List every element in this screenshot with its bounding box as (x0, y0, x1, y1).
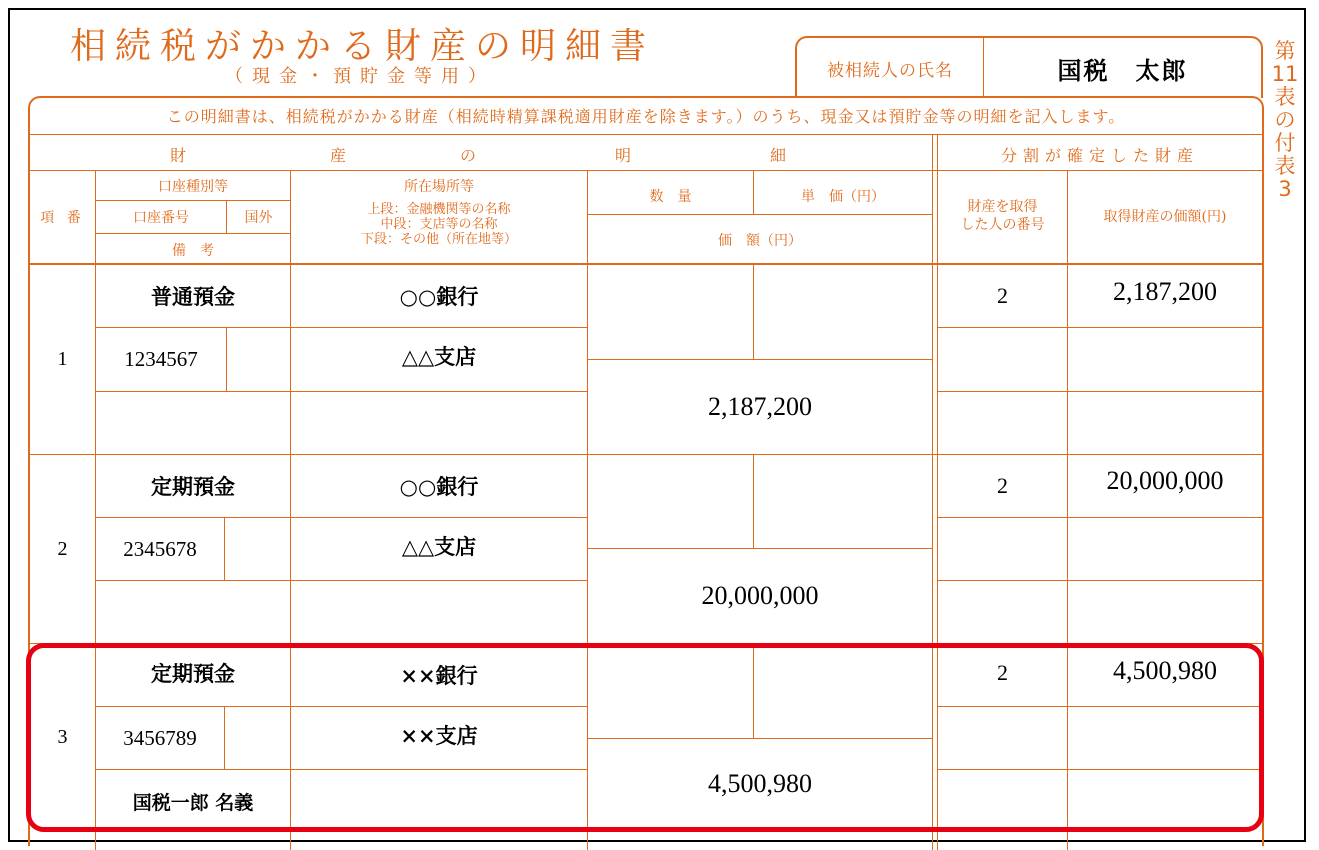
row3-remarks[interactable]: 国税一郎 名義 (132, 791, 254, 814)
instruction-note: この明細書は、相続税がかかる財産（相続時精算課税適用財産を除きます。）のうち、現金又は預貯金等の明細を記入します。 (166, 107, 1126, 126)
col-group-char: 明 (615, 146, 632, 165)
col-location-desc (291, 202, 587, 247)
table-rule (30, 170, 1262, 171)
row2-remarks[interactable] (96, 581, 290, 643)
row3-value[interactable]: 4,500,980 (708, 769, 812, 798)
col-location-title: 所在場所等 (404, 179, 474, 195)
col-location-line: 上段：金融機関等の名称 (367, 202, 511, 217)
col-quantity: 数 量 (649, 189, 692, 205)
col-unit-price: 単 価（円） (801, 189, 885, 205)
row3-account-no[interactable]: 3456789 (123, 725, 197, 750)
table-rule (753, 454, 754, 548)
table-rule (937, 391, 1262, 392)
col-group-char: 財 (170, 146, 187, 165)
row1-acquired-value[interactable]: 2,187,200 (1113, 277, 1217, 306)
col-account-no: 口座番号 (133, 210, 189, 226)
row1-bank[interactable]: ○○銀行 (399, 283, 479, 309)
row1-account-type[interactable]: 普通預金 (151, 283, 235, 309)
side-title-char: 11 (1271, 62, 1299, 86)
col-acquired-value: 取得財産の価額(円) (1103, 209, 1227, 225)
col-group-distributed: 分割が確定した財産 (1000, 146, 1199, 165)
col-item-no: 項 番 (40, 210, 85, 226)
table-rule (937, 580, 1262, 581)
row2-account-no[interactable]: 2345678 (123, 536, 197, 561)
table-rule (95, 233, 291, 234)
row2-value[interactable]: 20,000,000 (701, 581, 819, 610)
form-subtitle: （現金・預貯金等用） (225, 66, 495, 87)
row3-item-no: 3 (57, 725, 68, 748)
side-title-char: 表 (1274, 154, 1296, 178)
col-domestic-foreign: 国外 (244, 210, 273, 226)
col-group-char: の (460, 146, 477, 165)
decedent-name-value[interactable]: 国税 太郎 (1057, 55, 1188, 85)
col-account-type: 口座種別等 (158, 179, 228, 195)
side-title-char: 3 (1278, 177, 1292, 201)
col-acquirer-line: した人の番号 (960, 217, 1045, 233)
side-title-char: 第 (1274, 39, 1296, 63)
side-form-number (1268, 40, 1302, 201)
row2-item-no: 2 (57, 537, 68, 560)
row2-branch[interactable]: △△支店 (401, 533, 477, 559)
side-title-char: 付 (1274, 131, 1296, 155)
col-remarks: 備 考 (172, 243, 214, 259)
col-value: 価 額（円） (718, 233, 802, 249)
col-acquirer-no (938, 198, 1067, 234)
row1-acquirer-no[interactable]: 2 (997, 282, 1008, 308)
side-title-char: 表 (1274, 85, 1296, 109)
row1-branch[interactable]: △△支店 (401, 343, 477, 369)
col-location-line: 中段：支店等の名称 (380, 217, 498, 232)
col-acquirer-line: 財産を取得 (967, 199, 1038, 215)
col-group-char: 産 (330, 146, 347, 165)
table-rule (30, 134, 1262, 135)
row3-acquirer-no[interactable]: 2 (997, 660, 1008, 685)
row1-account-no[interactable]: 1234567 (124, 347, 198, 371)
row2-bank[interactable]: ○○銀行 (399, 474, 479, 499)
table-rule (224, 517, 225, 580)
decedent-name-label: 被相続人の氏名 (797, 38, 984, 98)
decedent-name-box (795, 36, 1263, 98)
row2-acquired-value[interactable]: 20,000,000 (1106, 466, 1224, 495)
row1-value[interactable]: 2,187,200 (708, 392, 812, 421)
side-title-char: の (1274, 108, 1296, 132)
table-rule (226, 327, 227, 391)
col-group-char: 細 (770, 146, 787, 165)
table-rule (587, 214, 933, 215)
table-rule (937, 517, 1262, 518)
table-rule (753, 263, 754, 359)
row2-account-type[interactable]: 定期預金 (151, 474, 235, 499)
form-title: 相続税がかかる財産の明細書 (70, 26, 656, 67)
row1-remarks[interactable] (96, 392, 290, 454)
row3-bank[interactable]: ××銀行 (400, 663, 478, 688)
row3-acquired-value[interactable]: 4,500,980 (1113, 656, 1217, 685)
row3-account-type[interactable]: 定期預金 (151, 661, 235, 686)
row2-acquirer-no[interactable]: 2 (997, 473, 1008, 498)
row3-branch[interactable]: ××支店 (400, 723, 478, 748)
table-rule (937, 327, 1262, 328)
highlight-box (26, 643, 1264, 832)
table-rule (95, 200, 291, 201)
col-location-line: 下段：その他（所在地等） (360, 232, 517, 247)
row1-item-no: 1 (57, 347, 68, 370)
